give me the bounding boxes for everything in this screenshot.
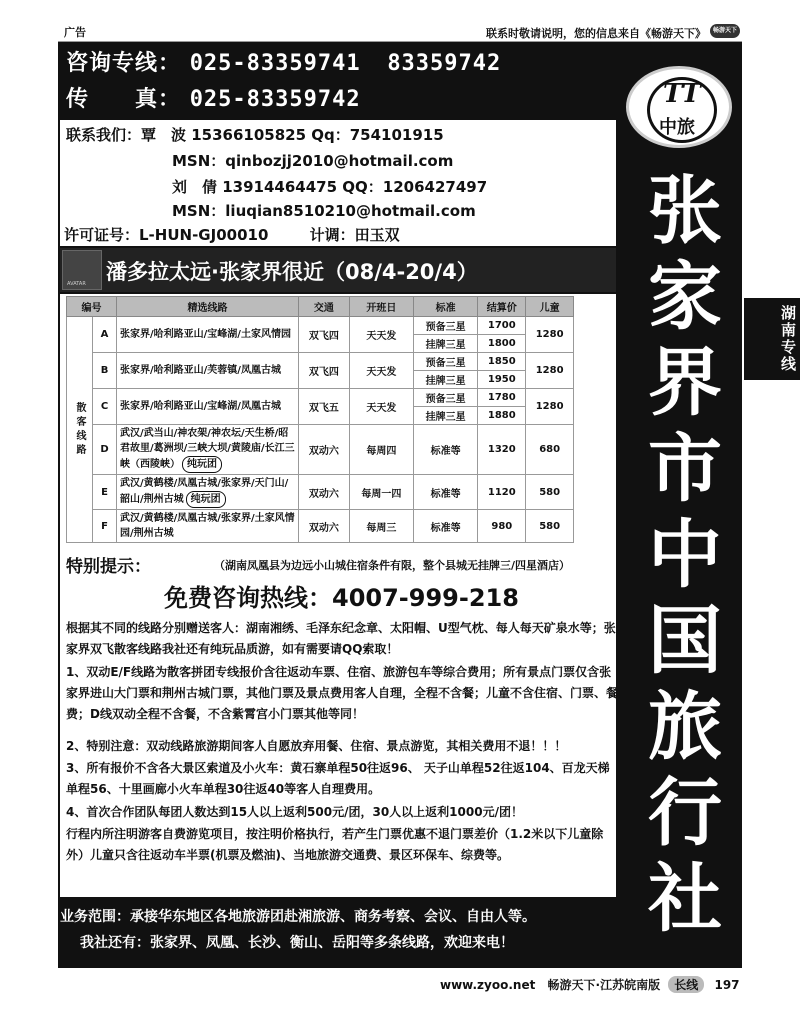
hotline-number-2: 83359742 — [387, 51, 502, 76]
price: 1800 — [478, 335, 526, 353]
price: 980 — [478, 510, 526, 543]
title-char: 行 — [648, 770, 722, 856]
group-label: 散客线路 — [67, 317, 93, 543]
transport: 双飞四 — [299, 317, 350, 353]
child-price: 580 — [526, 510, 574, 543]
schedule: 每周一四 — [349, 475, 413, 510]
transport: 双飞四 — [299, 353, 350, 389]
route-code: F — [93, 510, 117, 543]
standard: 标准等 — [414, 425, 478, 475]
contact-line-2: MSN：qinbozjj2010@hotmail.com — [172, 152, 454, 170]
standard: 标准等 — [414, 510, 478, 543]
price: 1780 — [478, 389, 526, 407]
standard: 挂牌三星 — [414, 335, 478, 353]
free-hotline: 免费咨询热线：4007-999-218 — [164, 584, 519, 612]
title-char: 界 — [648, 340, 722, 426]
title-char: 市 — [648, 426, 722, 512]
standard: 预备三星 — [414, 353, 478, 371]
thumbnail-text: AVATAR — [67, 281, 86, 287]
table-row — [67, 389, 574, 407]
route-code: C — [93, 389, 117, 425]
contact-line-4: MSN：liuqian8510210@hotmail.com — [172, 202, 476, 220]
banner-title: 潘多拉太远·张家界很近（08/4-20/4） — [106, 260, 478, 284]
route-desc: 张家界/哈利路亚山/宝峰湖/凤凰古城 — [117, 389, 299, 425]
child-price: 1280 — [526, 389, 574, 425]
price: 1950 — [478, 371, 526, 389]
schedule: 天天发 — [349, 389, 413, 425]
route-desc: 武汉/黄鹤楼/凤凰古城/张家界/天门山/韶山/荆州古城 — [120, 478, 289, 505]
other-routes: 我社还有：张家界、凤凰、长沙、衡山、岳阳等多条线路，欢迎来电！ — [80, 935, 514, 951]
schedule: 天天发 — [349, 317, 413, 353]
note-item-4: 4、首次合作团队每团人数达到15人以上返利500元/团，30人以上返利1000元/团！ — [66, 805, 523, 819]
license-number: 许可证号：L-HUN-GJ00010 — [64, 226, 269, 244]
gifts-paragraph: 根据其不同的线路分别赠送客人：湖南湘绣、毛泽东纪念章、太阳帽、U型气枕、每人每天矿泉水等；张家界双飞散客线路我社还有纯玩品质游，如有需要请QQ索取！ — [66, 621, 616, 656]
route-desc: 武汉/武当山/神农架/神农坛/天生桥/昭君故里/葛洲坝/三峡大坝/黄陵庙/长江三峡（西陵峡） — [120, 428, 295, 470]
route-desc: 张家界/哈利路亚山/宝峰湖/土家风情园 — [117, 317, 299, 353]
contact-line-3: 刘 倩 13914464475 QQ：1206427497 — [172, 178, 488, 196]
standard: 预备三星 — [414, 389, 478, 407]
child-price: 680 — [526, 425, 574, 475]
standard: 挂牌三星 — [414, 407, 478, 425]
avatar-thumbnail — [62, 250, 102, 290]
agency-name-vertical — [640, 168, 730, 942]
standard: 挂牌三星 — [414, 371, 478, 389]
title-char: 中 — [648, 512, 722, 598]
route-code: E — [93, 475, 117, 510]
child-price: 1280 — [526, 353, 574, 389]
logo-name: 中旅 — [659, 117, 695, 138]
col-header-price: 结算价 — [478, 297, 526, 317]
section-tab-label: 湖南专线 — [779, 305, 797, 373]
col-header-transport: 交通 — [299, 297, 350, 317]
page-number: 197 — [714, 978, 740, 992]
consult-hotline — [66, 46, 501, 77]
title-char: 国 — [648, 598, 722, 684]
child-price: 580 — [526, 475, 574, 510]
route-desc: 武汉/黄鹤楼/凤凰古城/张家界/土家风情园/荆州古城 — [117, 510, 299, 543]
note-item-1: 1、双动E/F线路为散客拼团专线报价含往返动车票、住宿、旅游包车等综合费用；所有景点门票仅含张家界进山大门票和荆州古城门票，其他门票及景点费用客人自理，全程不含餐；儿童不含住宿、门票、餐费；D线双动全程不含餐，不含紫霄宫小门票其他等同！ — [66, 665, 619, 721]
col-header-child: 儿童 — [526, 297, 574, 317]
header-bar — [58, 22, 742, 42]
route-desc-cell — [117, 475, 299, 510]
hotline-label: 咨询专线： — [66, 51, 182, 76]
price: 1880 — [478, 407, 526, 425]
fax-line — [66, 82, 361, 113]
agency-logo — [626, 66, 732, 148]
pure-tour-badge: 纯玩团 — [186, 491, 226, 508]
tips-note: （湖南凤凰县为边远小山城住宿条件有限，整个县城无挂牌三/四星酒店） — [214, 559, 571, 572]
pure-tour-badge: 纯玩团 — [182, 456, 222, 473]
route-desc-cell — [117, 425, 299, 475]
transport: 双动六 — [299, 510, 350, 543]
header-note: 联系时敬请说明，您的信息来自《畅游天下》 — [486, 27, 706, 40]
price: 1700 — [478, 317, 526, 335]
route-code: B — [93, 353, 117, 389]
transport: 双动六 — [299, 425, 350, 475]
route-code: A — [93, 317, 117, 353]
hotline-number-1: 025-83359741 — [189, 51, 361, 76]
note-item-5: 行程内所注明游客自费游览项目，按注明价格执行，若产生门票优惠不退门票差价（1.2米以下儿童除外）儿童只含往返动车半票(机票及燃油)、当地旅游交通费、景区环保车、综费等。 — [66, 827, 604, 862]
route-banner — [60, 248, 616, 292]
license-line — [64, 224, 400, 245]
tips-label: 特别提示： — [66, 557, 151, 577]
schedule: 每周三 — [349, 510, 413, 543]
col-header-route: 精选线路 — [117, 297, 299, 317]
fax-number: 025-83359742 — [189, 87, 361, 112]
transport: 双飞五 — [299, 389, 350, 425]
col-header-schedule: 开班日 — [349, 297, 413, 317]
title-char: 社 — [648, 856, 722, 942]
table-header-row — [67, 297, 574, 317]
title-char: 张 — [648, 168, 722, 254]
publication-logo: 畅游天下 — [710, 24, 740, 38]
logo-letters: TT — [663, 79, 701, 109]
fax-label: 传 真： — [66, 87, 182, 112]
table-row — [67, 353, 574, 371]
business-scope: 业务范围：承接华东地区各地旅游团赴湘旅游、商务考察、会议、自由人等。 — [60, 909, 536, 925]
website-link[interactable]: www.zyoo.net — [440, 978, 536, 992]
ad-label: 广告 — [64, 26, 86, 39]
note-item-2: 2、特别注意：双动线路旅游期间客人自愿放弃用餐、住宿、景点游览，其相关费用不退！！！ — [66, 739, 567, 753]
price: 1320 — [478, 425, 526, 475]
section-tab — [744, 298, 800, 380]
standard: 标准等 — [414, 475, 478, 510]
title-char: 家 — [648, 254, 722, 340]
schedule: 每周四 — [349, 425, 413, 475]
transport: 双动六 — [299, 475, 350, 510]
contact-line-1: 联系我们：覃 波 15366105825 Qq：754101915 — [66, 126, 444, 144]
title-char: 旅 — [648, 684, 722, 770]
publication-name: 畅游天下·江苏皖南版 — [547, 978, 661, 992]
adjuster: 计调：田玉双 — [309, 226, 400, 244]
col-header-standard: 标准 — [414, 297, 478, 317]
note-item-3: 3、所有报价不含各大景区索道及小火车：黄石寨单程50往返96、 天子山单程52往返104、百龙天梯单程56、十里画廊小火车单程30往返40等客人自理费用。 — [66, 761, 610, 796]
standard: 预备三星 — [414, 317, 478, 335]
col-header-code: 编号 — [67, 297, 117, 317]
route-desc: 张家界/哈利路亚山/芙蓉镇/凤凰古城 — [117, 353, 299, 389]
page-footer — [440, 976, 740, 993]
price: 1120 — [478, 475, 526, 510]
schedule: 天天发 — [349, 353, 413, 389]
child-price: 1280 — [526, 317, 574, 353]
table-row — [67, 317, 574, 335]
route-code: D — [93, 425, 117, 475]
route-table — [66, 296, 574, 543]
price: 1850 — [478, 353, 526, 371]
section-badge: 长线 — [668, 976, 704, 993]
